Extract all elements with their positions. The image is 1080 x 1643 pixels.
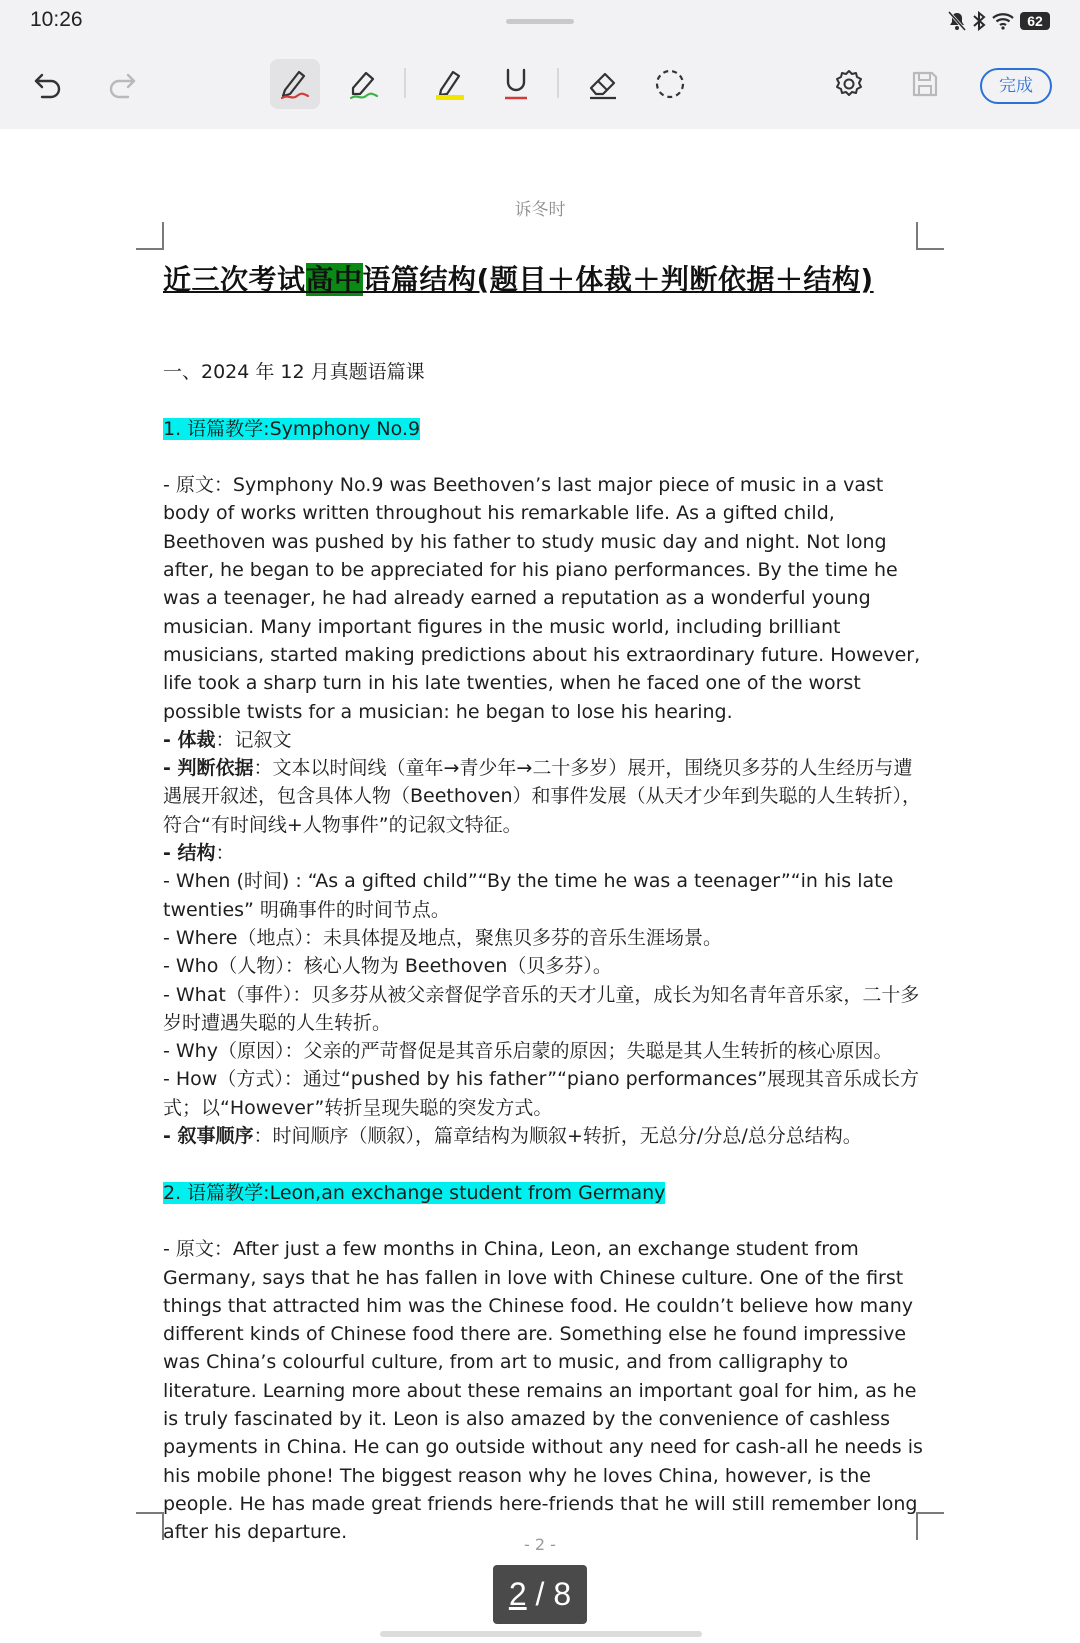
status-time: 10:26 xyxy=(30,8,83,31)
structure-label: - 结构 xyxy=(163,842,216,865)
original-label: - 原文： xyxy=(163,474,233,497)
home-indicator[interactable] xyxy=(380,1631,702,1637)
item2-heading: 2. 语篇教学:Leon,an exchange student from Germany xyxy=(163,1181,666,1204)
highlighter-icon xyxy=(346,66,382,102)
item2-original xyxy=(163,1235,923,1546)
done-button[interactable]: 完成 xyxy=(980,68,1052,104)
save-icon xyxy=(910,69,940,99)
lasso-tool-button[interactable] xyxy=(645,59,695,109)
item1-basis xyxy=(163,754,923,839)
mute-bell-icon xyxy=(948,11,966,31)
redo-icon xyxy=(107,71,137,99)
lasso-icon xyxy=(653,67,687,101)
wifi-icon xyxy=(992,12,1014,30)
structure-colon: ： xyxy=(215,842,235,865)
marker-tool-button[interactable] xyxy=(425,59,475,109)
genre-label: - 体裁 xyxy=(163,728,216,751)
genre-text: ：记叙文 xyxy=(215,728,292,751)
settings-button[interactable] xyxy=(824,59,874,109)
original-text: Symphony No.9 was Beethoven’s last major piece of music in a vast body of works written throughout his remarkable life. As a gifted child, Beethoven was pushed by his father to study music day and night. Not long after, he began to be appreciated for his piano performances. By the time he was a teenager, he had already earned a reputation as a wonderful young musician. Many important figures in the music world, including brilliant musicians, started making predictions about his extraordinary future. However, life took a sharp turn in his late twenties, when he faced one of the worst possible twists for a musician: he began to lose his hearing. xyxy=(163,474,921,723)
title-highlighted-part: 高中 xyxy=(305,263,363,296)
highlighter-tool-button[interactable] xyxy=(339,59,389,109)
item-heading xyxy=(163,415,923,443)
original-text: After just a few months in China, Leon, an exchange student from Germany, says that he has fallen in love with Chinese culture. One of the first things that attracted him was the Chinese food. He couldn’t believe how many different kinds of Chinese food there are. Something else he found impressive was China’s colourful culture, from art to music, and from calligraphy to literature. Learning more about these remains an important goal for him, as he is truly fascinated by it. Leon is also amazed by the convenience of cashless payments in China. He can go outside without any need for cash-all he needs is his mobile phone! The biggest reason why he loves China, however, is the people. He has made great friends here-friends that he will still remember long after his departure. xyxy=(163,1238,923,1544)
original-label: - 原文： xyxy=(163,1238,233,1261)
title-part: 近三次考试 xyxy=(163,263,306,296)
toolbar-separator xyxy=(404,68,406,98)
underline-icon xyxy=(501,66,531,102)
settings-icon xyxy=(833,68,865,100)
order-label: - 叙事顺序 xyxy=(163,1125,254,1148)
top-toolbar xyxy=(0,0,1080,129)
structure-line: - When (时间) : “As a gifted child”“By the time he was a teenager”“in his late twenties” 明确事件的时间节点。 xyxy=(163,870,894,921)
current-page: 2 xyxy=(508,1576,527,1612)
item1-structure xyxy=(163,839,923,867)
item1-original xyxy=(163,471,923,726)
page-separator: / xyxy=(526,1576,554,1612)
structure-line: - How（方式）：通过“pushed by his father”“piano performances”展现其音乐成长方式；以“However”转折呈现失聪的突发方式。 xyxy=(163,1068,920,1119)
battery-indicator: 62 xyxy=(1020,12,1050,30)
crop-mark xyxy=(136,222,164,250)
section-heading: 一、2024 年 12 月真题语篇课 xyxy=(163,361,425,383)
basis-text: ：文本以时间线（童年→青少年→二十多岁）展开，围绕贝多芬的人生经历与遭遇展开叙述，包含具体人物（Beethoven）和事件发展（从天才少年到失聪的人生转折），符合“有时间线+人物事件”的记叙文特征。 xyxy=(163,757,922,836)
structure-line: - Where（地点）：未具体提及地点，聚焦贝多芬的音乐生涯场景。 xyxy=(163,926,722,949)
eraser-icon xyxy=(585,66,621,102)
undo-icon xyxy=(33,71,63,99)
marker-icon xyxy=(432,66,468,102)
page-number: - 2 - xyxy=(524,1535,556,1554)
order-text: ：时间顺序（顺叙），篇章结构为顺叙+转折，无总分/分总/总分总结构。 xyxy=(253,1125,862,1148)
page-indicator[interactable] xyxy=(493,1565,587,1624)
document-body xyxy=(163,358,923,1546)
underline-tool-button[interactable] xyxy=(491,59,541,109)
item-heading xyxy=(163,1179,923,1207)
eraser-tool-button[interactable] xyxy=(578,59,628,109)
drag-handle[interactable] xyxy=(506,19,574,24)
bluetooth-icon xyxy=(972,11,986,31)
basis-label: - 判断依据 xyxy=(163,757,254,780)
title-part: 语篇结构(题目＋体裁＋判断依据＋结构) xyxy=(362,263,874,296)
total-pages: 8 xyxy=(553,1576,572,1612)
save-button[interactable] xyxy=(900,59,950,109)
structure-line: - What（事件）：贝多芬从被父亲督促学音乐的天才儿童，成长为知名青年音乐家，二十多岁时遭遇失聪的人生转折。 xyxy=(163,983,920,1034)
redo-button[interactable] xyxy=(97,60,147,110)
pen-tool-button[interactable] xyxy=(270,59,320,109)
item1-heading: 1. 语篇教学:Symphony No.9 xyxy=(163,417,421,440)
status-icons xyxy=(948,9,1050,33)
item1-order xyxy=(163,1122,923,1150)
document-title xyxy=(163,258,874,298)
toolbar-separator xyxy=(557,68,559,98)
pen-icon xyxy=(277,66,313,102)
structure-line: - Who（人物）：核心人物为 Beethoven（贝多芬）。 xyxy=(163,955,612,978)
crop-mark xyxy=(916,222,944,250)
undo-button[interactable] xyxy=(23,60,73,110)
structure-line: - Why（原因）：父亲的严苛督促是其音乐启蒙的原因；失聪是其人生转折的核心原因。 xyxy=(163,1040,893,1063)
item1-genre xyxy=(163,726,923,754)
page-header: 诉冬时 xyxy=(514,200,566,220)
